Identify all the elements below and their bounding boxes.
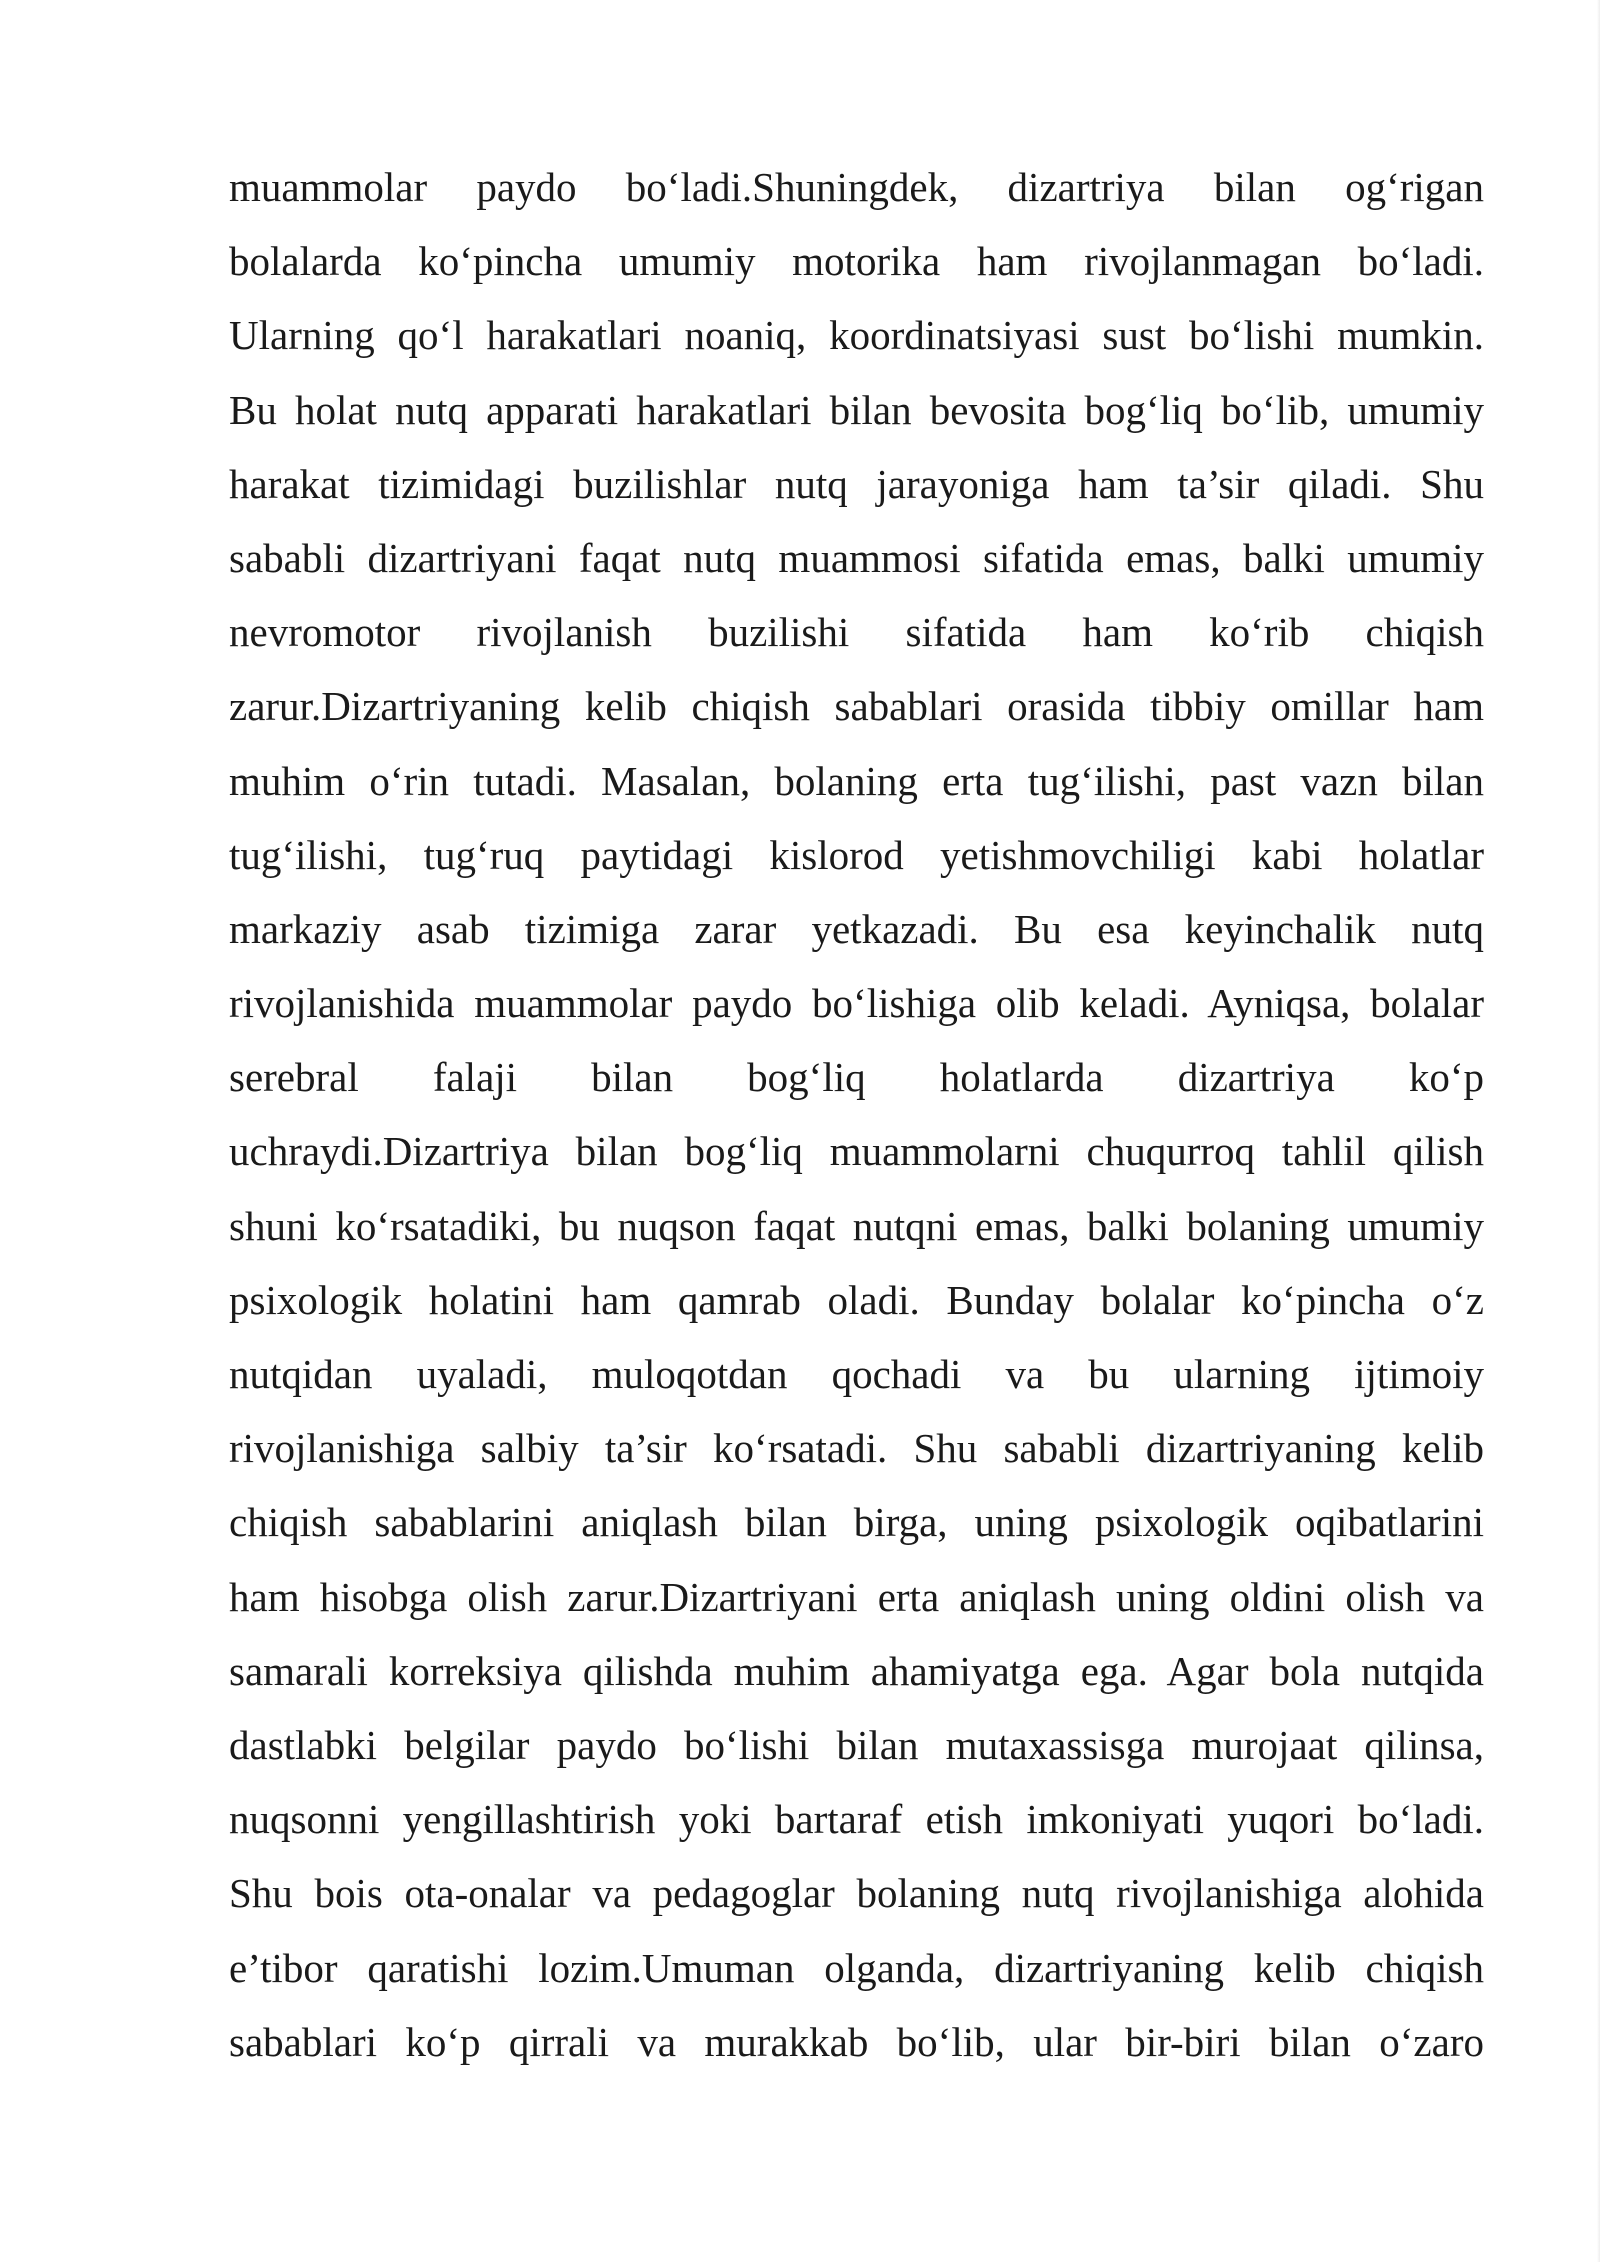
text-line: sabablari ko‘p qirrali va murakkab bo‘lib, ular bir-biri bilan o‘zaro [229, 2018, 1484, 2065]
text-line: rivojlanishida muammolar paydo bo‘lishiga olib keladi. Ayniqsa, bolalar [229, 980, 1484, 1027]
text-line: muhim o‘rin tutadi. Masalan, bolaning erta tug‘ilishi, past vazn bilan [229, 757, 1484, 804]
text-line: Ularning qo‘l harakatlari noaniq, koordinatsiyasi sust bo‘lishi mumkin. [229, 312, 1484, 359]
text-line: sababli dizartriyani faqat nutq muammosi sifatida emas, balki umumiy [229, 534, 1484, 581]
text-line: Bu holat nutq apparati harakatlari bilan bevosita bog‘liq bo‘lib, umumiy [229, 386, 1484, 433]
text-line: nutqidan uyaladi, muloqotdan qochadi va bu ularning ijtimoiy [229, 1351, 1484, 1397]
text-line: e’tibor qaratishi lozim.Umuman olganda, dizartriyaning kelib chiqish [229, 1944, 1484, 1991]
text-line: uchraydi.Dizartriya bilan bog‘liq muammolarni chuqurroq tahlil qilish [229, 1128, 1484, 1175]
text-line: samarali korreksiya qilishda muhim ahamiyatga ega. Agar bola nutqida [229, 1647, 1484, 1694]
text-line: serebral falaji bilan bog‘liq holatlarda dizartriya ko‘p [229, 1054, 1484, 1101]
text-line: nevromotor rivojlanish buzilishi sifatida ham ko‘rib chiqish [229, 609, 1484, 656]
text-line: Shu bois ota-onalar va pedagoglar bolaning nutq rivojlanishiga alohida [229, 1870, 1484, 1917]
text-line: harakat tizimidagi buzilishlar nutq jarayoniga ham ta’sir qiladi. Shu [229, 460, 1484, 507]
text-line: muammolar paydo bo‘ladi.Shuningdek, dizartriya bilan og‘rigan [229, 164, 1484, 210]
text-line: bolalarda ko‘pincha umumiy motorika ham rivojlanmagan bo‘ladi. [229, 238, 1484, 285]
text-line: rivojlanishiga salbiy ta’sir ko‘rsatadi. Shu sababli dizartriyaning kelib [229, 1425, 1484, 1472]
body-paragraph [229, 150, 1484, 2079]
text-line: nuqsonni yengillashtirish yoki bartaraf etish imkoniyati yuqori bo‘ladi. [229, 1796, 1484, 1843]
text-line: chiqish sabablarini aniqlash bilan birga, uning psixologik oqibatlarini [229, 1499, 1484, 1546]
text-line: shuni ko‘rsatadiki, bu nuqson faqat nutqni emas, balki bolaning umumiy [229, 1202, 1484, 1249]
text-line: tug‘ilishi, tug‘ruq paytidagi kislorod yetishmovchiligi kabi holatlar [229, 831, 1484, 878]
text-line: dastlabki belgilar paydo bo‘lishi bilan mutaxassisga murojaat qilinsa, [229, 1721, 1484, 1768]
text-line: zarur.Dizartriyaning kelib chiqish sabablari orasida tibbiy omillar ham [229, 683, 1484, 730]
text-line: ham hisobga olish zarur.Dizartriyani erta aniqlash uning oldini olish va [229, 1573, 1484, 1620]
text-line: markaziy asab tizimiga zarar yetkazadi. Bu esa keyinchalik nutq [229, 905, 1484, 952]
text-line: psixologik holatini ham qamrab oladi. Bunday bolalar ko‘pincha o‘z [229, 1276, 1484, 1323]
